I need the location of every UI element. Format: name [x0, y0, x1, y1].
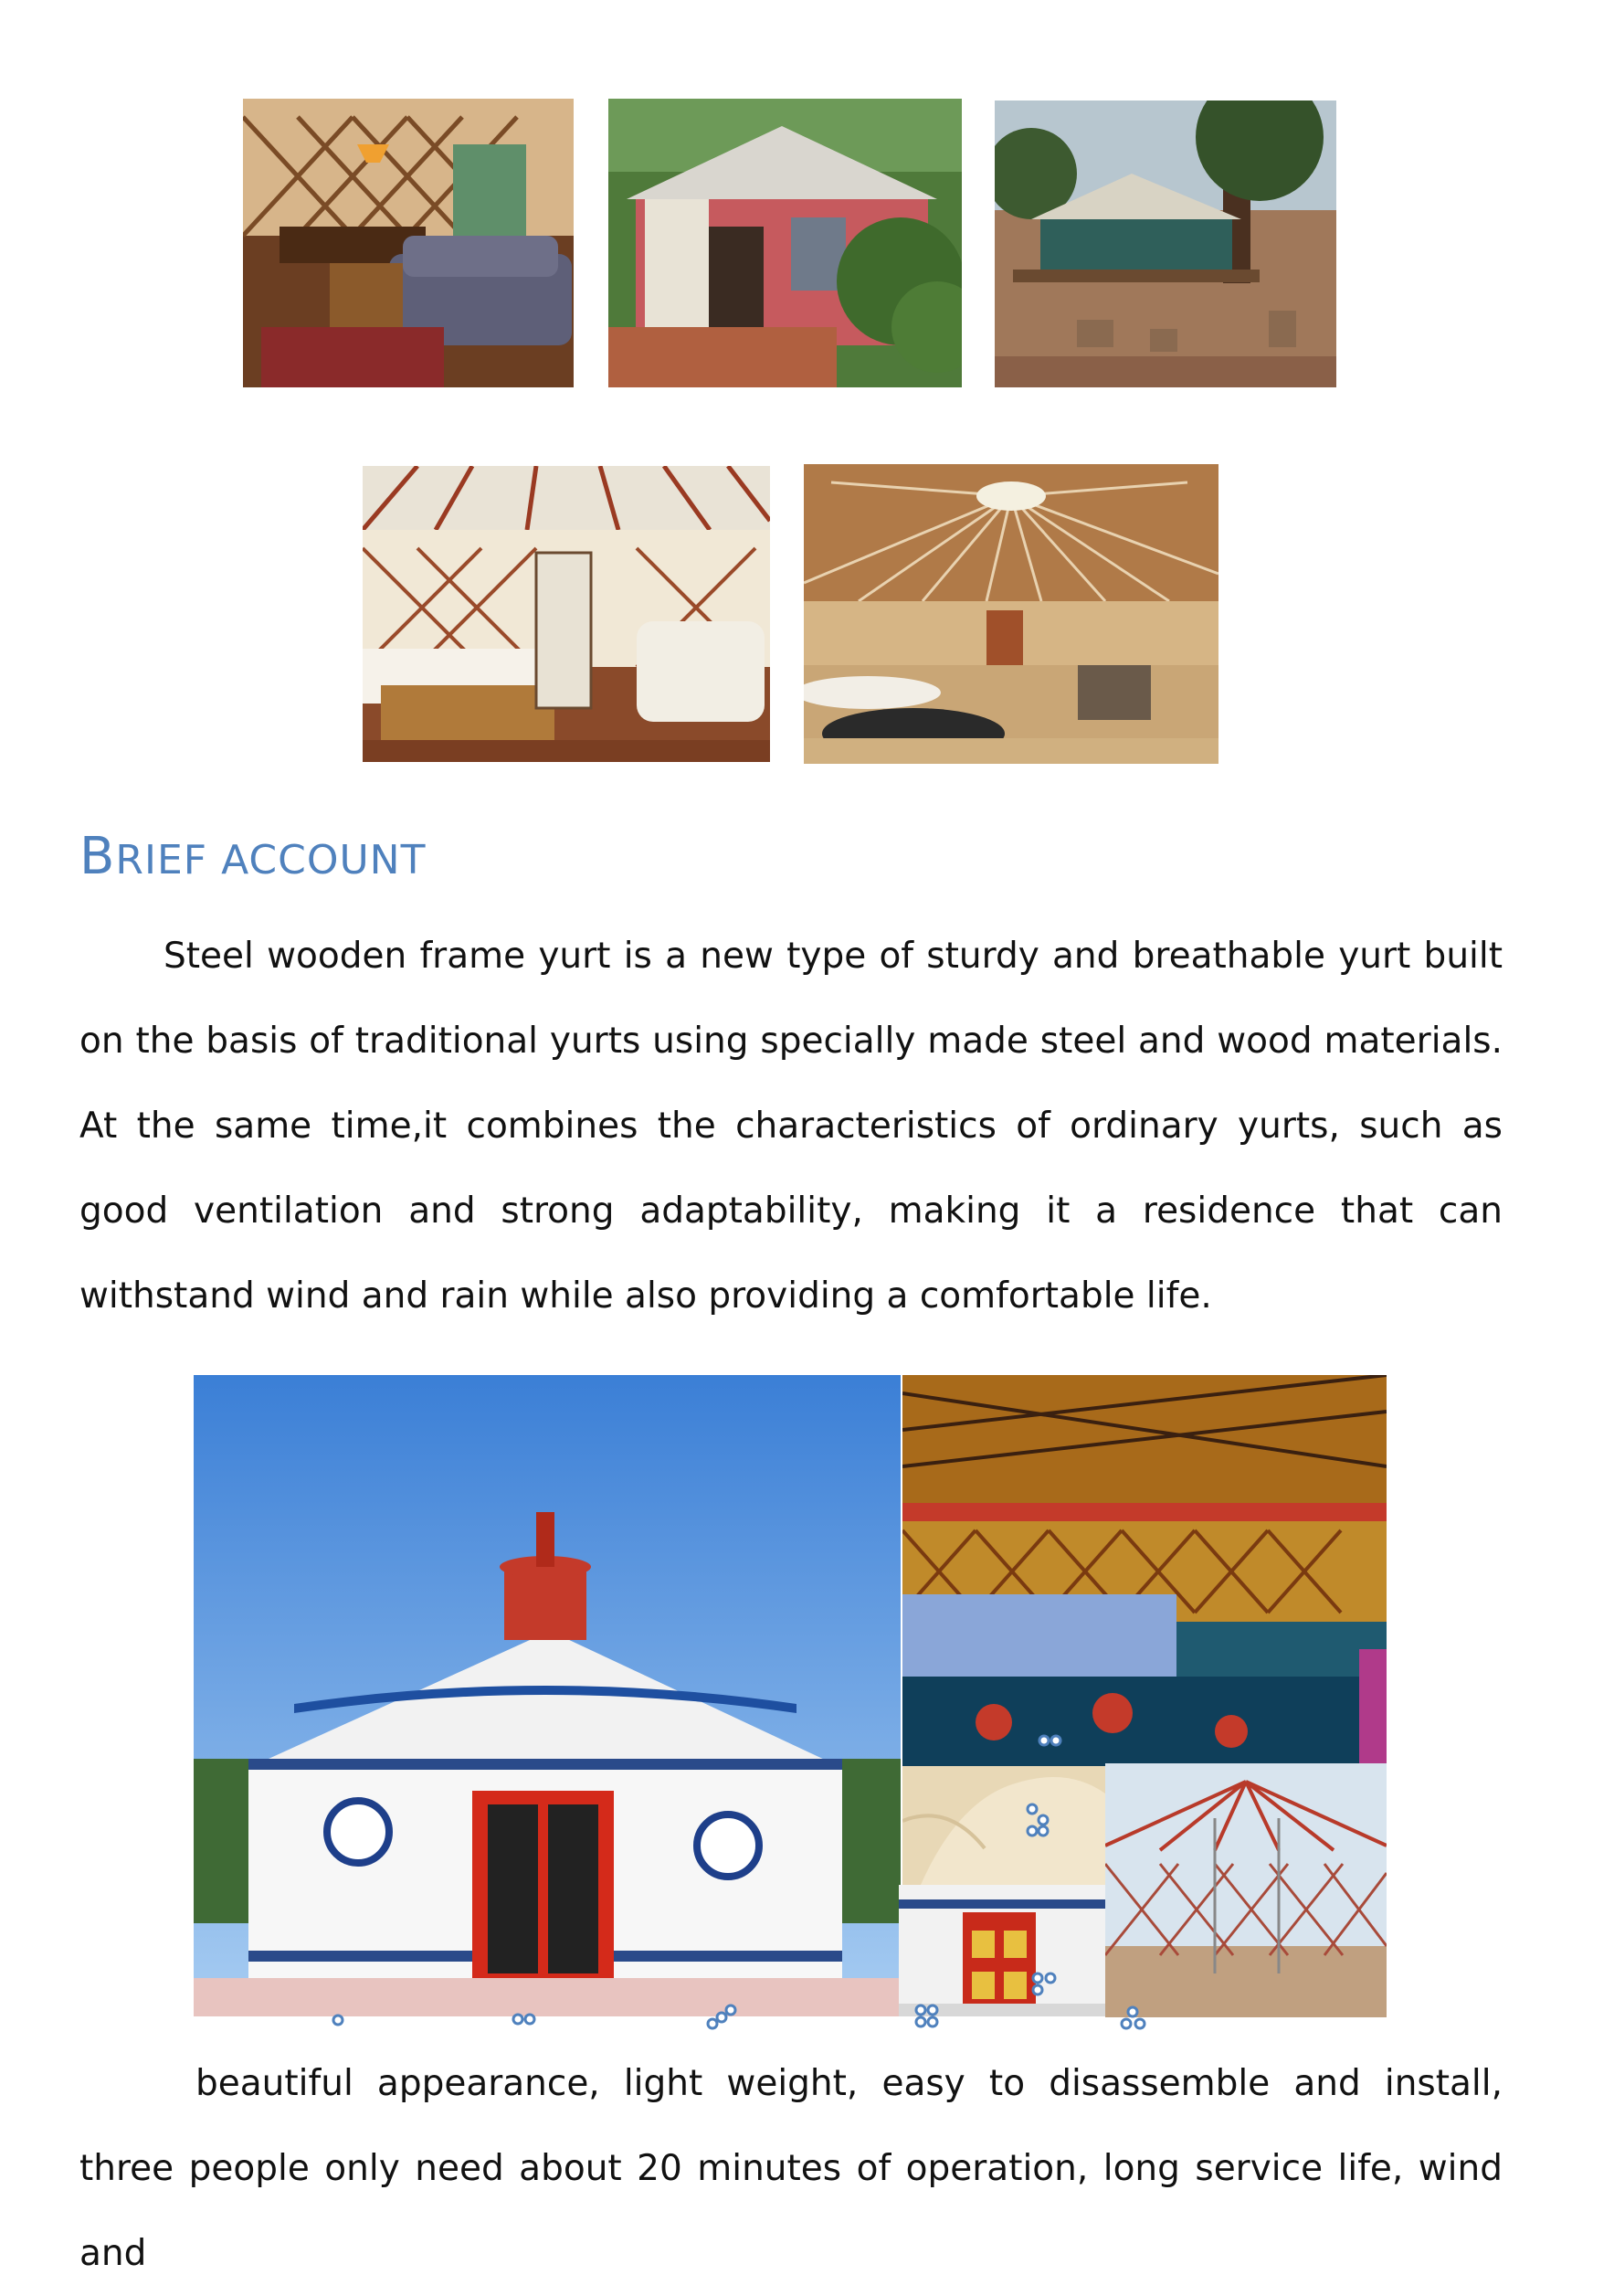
yurt-bedroom-photo — [363, 466, 770, 762]
mongolian-yurt-interior-photo — [902, 1375, 1387, 1766]
yurt-living-room-photo — [243, 99, 574, 387]
yurt-kitchen-interior-photo — [804, 464, 1218, 764]
decorative-markers — [329, 1718, 1197, 2037]
pink-yurt-exterior-photo — [608, 99, 962, 387]
yurt-on-deck-photo — [995, 101, 1336, 387]
body-paragraph-2: beautiful appearance, light weight, easy to disassemble and install, three people only need about 20 minutes of operation, long service life, wind and — [79, 2063, 1503, 2274]
body-paragraph-1: Steel wooden frame yurt is a new type of sturdy and breathable yurt built on the basis of traditional yurts using specially made steel and wood materials. At the same time,it combines the characteristics of ordinary yurts, such as good ventilation and strong adaptability, making it a residence that can withstand wind and rain while also providing a comfortable life. — [79, 936, 1503, 1317]
section-heading: BRIEF ACCOUNT — [79, 827, 427, 886]
